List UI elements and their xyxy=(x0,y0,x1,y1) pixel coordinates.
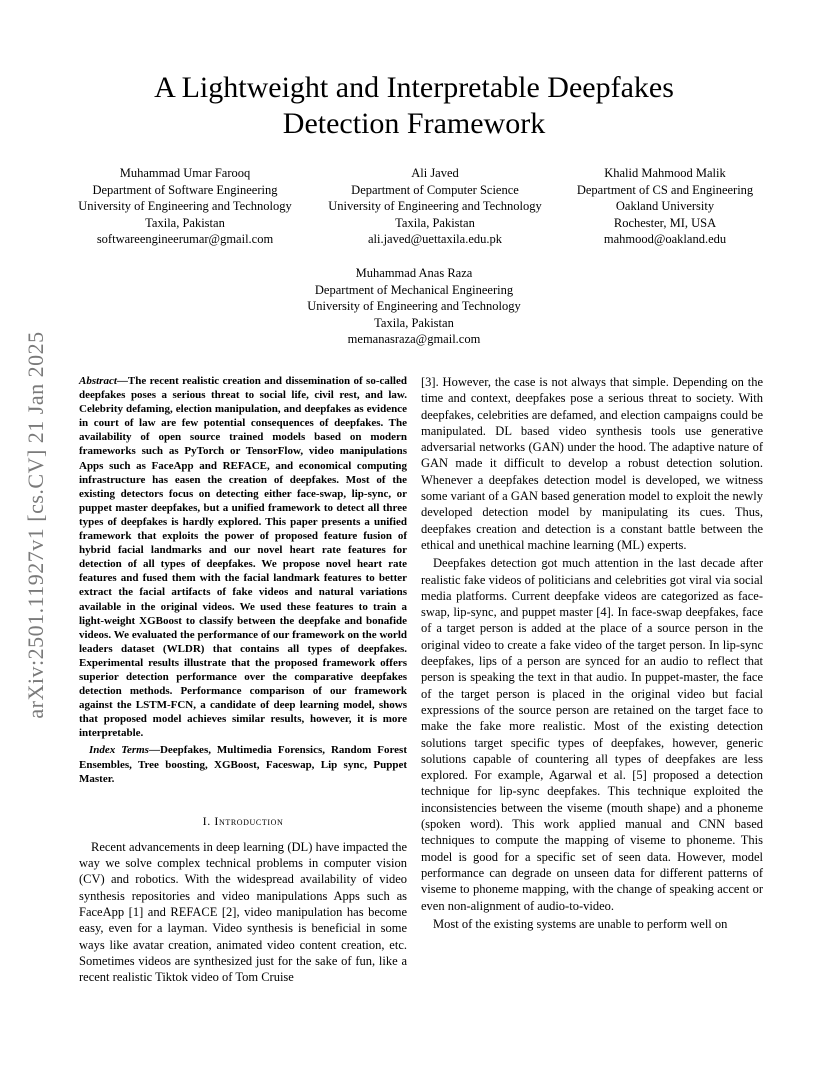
author-name: Muhammad Umar Farooq xyxy=(119,166,251,180)
arxiv-identifier: arXiv:2501.11927v1 [cs.CV] 21 Jan 2025 xyxy=(23,331,48,719)
author-2 xyxy=(320,165,550,248)
author-university: University of Engineering and Technology xyxy=(328,199,542,214)
author-university: University of Engineering and Technology xyxy=(78,199,292,214)
intro-paragraph-continued: [3]. However, the case is not always that simple. Depending on the time and context, deepfakes pose a serious threat to society. With deepfakes, celebrities are defamed, and election campaigns could be manipulated. DL based video synthesis tools use generative adversarial networks (GAN) under the hood. The adaptive nature of GAN made it difficult to develop a robust detection solution. Whenever a deepfakes detection model is developed, we witness some variant of a GAN based generation model to exploit the newly developed detection model by manipulating its cues. Thus, deepfakes creation and detection is a constant battle between the ethical and unethical machine learning (ML) experts. xyxy=(421,375,763,552)
abstract-label: Abstract xyxy=(79,375,117,387)
author-location: Taxila, Pakistan xyxy=(145,215,225,230)
intro-paragraph-3: Most of the existing systems are unable to perform well on xyxy=(433,916,728,931)
section-heading-introduction: I. Introduction xyxy=(202,813,284,828)
author-name: Muhammad Anas Raza xyxy=(355,266,473,280)
intro-paragraph-1: Recent advancements in deep learning (DL) have impacted the way we solve complex technical problems in computer vision (CV) and robotics. With the widespread availability of video synthesis repositories and video manipulations Apps such as FaceApp [1] and REFACE [2], video manipulation has become easy, even for a layman. Video synthesis is beneficial in some ways like avatar creation, animated video content creation, etc. Sometimes videos are synthesized just for the sake of fun, like a recent realistic Tiktok video of Tom Cruise xyxy=(79,839,407,985)
paper-title xyxy=(90,70,738,142)
abstract xyxy=(79,374,407,740)
author-location: Taxila, Pakistan xyxy=(395,215,475,230)
author-name: Ali Javed xyxy=(411,166,459,180)
author-email: ali.javed@uettaxila.edu.pk xyxy=(367,232,503,247)
author-location: Taxila, Pakistan xyxy=(374,315,454,330)
author-location: Rochester, MI, USA xyxy=(613,215,717,230)
index-terms-label: Index Terms xyxy=(89,744,149,757)
author-university: University of Engineering and Technology xyxy=(307,299,521,314)
author-university: Oakland University xyxy=(615,199,715,214)
index-terms-text: —Deepfakes, Multimedia Forensics, Random Forest Ensembles, Tree boosting, XGBoost, Faceswap, Lip sync, Puppet Master. xyxy=(79,744,407,785)
title-line-2: Detection Framework xyxy=(282,107,546,140)
author-department: Department of Software Engineering xyxy=(92,182,278,197)
author-3 xyxy=(555,165,775,248)
author-department: Department of Mechanical Engineering xyxy=(314,282,514,297)
author-email: memanasraza@gmail.com xyxy=(347,332,481,347)
index-terms xyxy=(79,743,407,785)
right-column xyxy=(421,374,763,932)
author-name: Khalid Mahmood Malik xyxy=(604,166,726,180)
author-email: softwareengineerumar@gmail.com xyxy=(96,232,274,247)
author-1 xyxy=(70,165,300,248)
left-column xyxy=(79,374,407,985)
author-block xyxy=(60,165,780,255)
intro-paragraph-2: Deepfakes detection got much attention in the last decade after realistic fake videos of politicians and celebrities got viral via social media platforms. Current deepfake videos are categorized as face-swap, lip-sync, and puppet master [4]. In face-swap deepfakes, face of a target person is added at the place of a source person in the original video to create a fake video of the target person. In lip-sync deepfakes, lips of a person are synced for an audio to reflect that person is speaking the text in that audio. In puppet-master, the face of the target person is placed in the original video but facial expressions of the source person are retained on the target face to make the fake more realistic. Most of the existing detection solutions target specific types of deepfakes, however, generic solutions capable of countering all types of deepfakes are less explored. For example, Agarwal et al. [5] proposed a detection technique for lip-sync deepfakes. This technique exploited the inconsistencies between the viseme (mouth shape) and a phoneme (spoken word). This work applied manual and CNN based techniques to compute the mapping of viseme to phoneme. This model is good for a specific set of seen data. However, model performance can degrade on unseen data for different patterns of viseme to phoneme mapping, with the change of speaking accent or even non-alignment of audio-to-video. xyxy=(421,556,763,913)
author-department: Department of Computer Science xyxy=(351,182,519,197)
author-department: Department of CS and Engineering xyxy=(576,182,754,197)
abstract-text: —The recent realistic creation and dissemination of so-called deepfakes poses a serious threat to social life, civil rest, and law. Celebrity defaming, election manipulation, and deepfakes as evidence in court of law are few potential consequences of deepfakes. The availability of open source trained models based on modern frameworks such as PyTorch or TensorFlow, video manipulations Apps such as FaceApp and REFACE, and economical computing infrastructure has easen the creation of deepfakes. Most of the existing detectors focus on detecting either face-swap, lip-sync, or puppet master deepfakes, but a unified framework to detect all three types of deepfakes is hardly explored. This paper presents a unified framework that exploits the power of proposed feature fusion of hybrid facial landmarks and our novel heart rate features for detection of all types of deepfakes. We propose novel heart rate features and fused them with the facial landmark features to better extract the facial artifacts of fake videos and natural variations available in the original videos. We used these features to train a light-weight XGBoost to classify between the deepfake and bonafide videos. We evaluated the performance of our framework on the world leaders dataset (WLDR) that contains all types of deepfakes. Experimental results illustrate that the proposed framework offers superior detection performance over the comparative deepfakes detection methods. Performance comparison of our framework against the LSTM-FCN, a candidate of deep learning model, shows that proposed model achieves similar results, however, it is more interpretable. xyxy=(79,375,407,740)
title-line-1: A Lightweight and Interpretable Deepfakes xyxy=(154,71,674,104)
author-4 xyxy=(299,265,529,348)
author-email: mahmood@oakland.edu xyxy=(603,232,727,247)
